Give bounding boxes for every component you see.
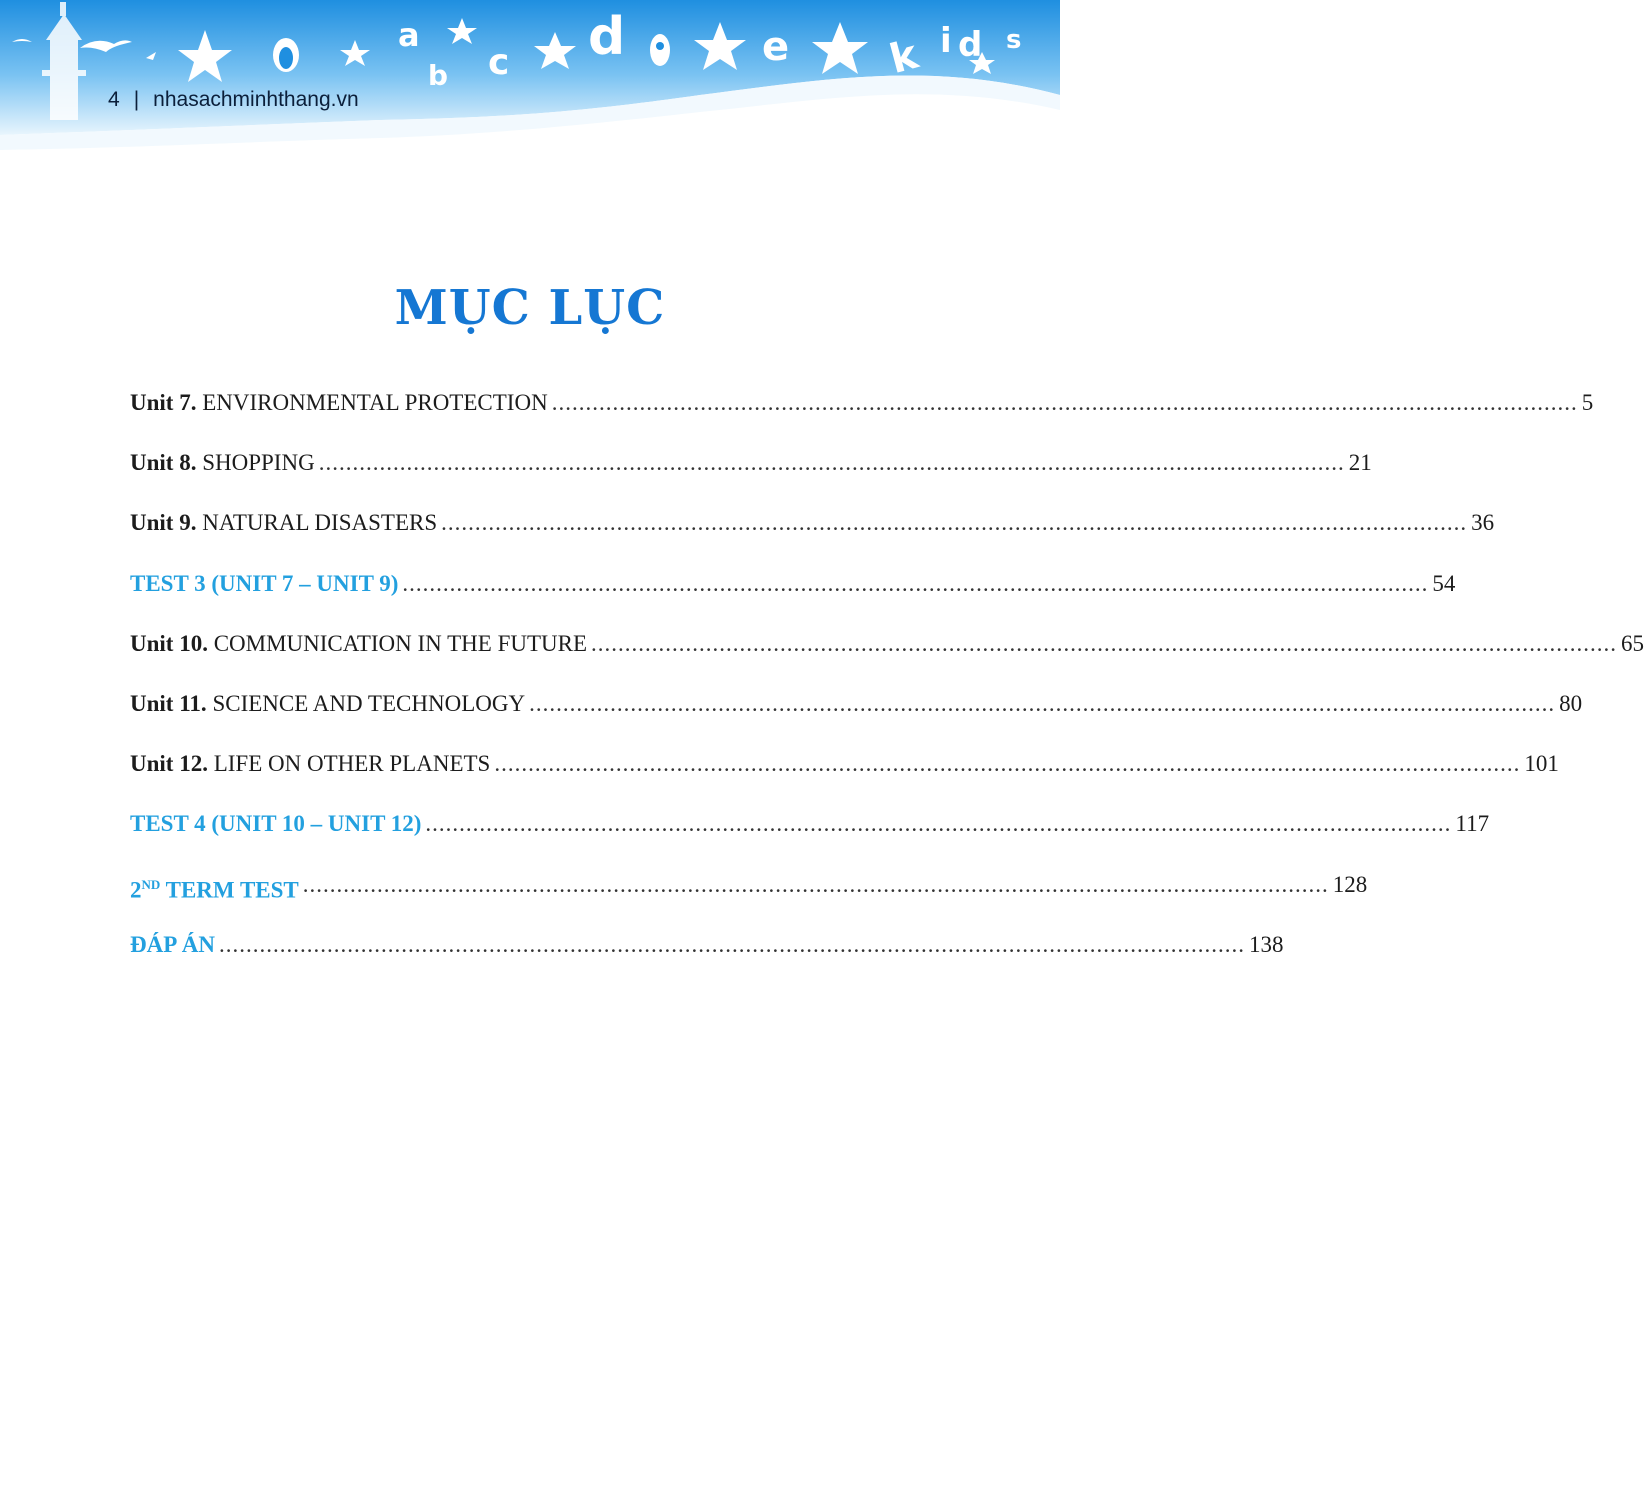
toc-unit-title: LIFE ON OTHER PLANETS <box>213 751 491 777</box>
toc-unit-number: Unit 12. <box>130 751 208 777</box>
toc-page-number: 80 <box>1559 690 1583 716</box>
website-link[interactable]: nhasachminhthang.vn <box>153 88 359 111</box>
toc-entry-test-3[interactable] <box>130 566 1456 626</box>
header-separator: | <box>133 88 140 111</box>
penguin-icon <box>273 38 299 72</box>
toc-term-suffix: ND <box>141 876 161 892</box>
toc-unit-title: COMMUNICATION IN THE FUTURE <box>213 630 588 656</box>
dot-leader: ........................................................................................................................................................ <box>494 751 1521 777</box>
toc-entry-test-4[interactable] <box>130 806 1490 866</box>
toc-page-number: 54 <box>1432 570 1456 596</box>
toc-entry-unit-7[interactable] <box>130 385 1594 445</box>
dot-leader: ........................................................................................................................................................ <box>591 630 1618 656</box>
page-title: MỤC LỤC <box>394 280 666 336</box>
toc-page-number: 138 <box>1248 931 1284 957</box>
toc-unit-number: Unit 9. <box>130 510 197 536</box>
dot-leader: ........................................................................................................................................................ <box>402 570 1429 596</box>
letter-a: a <box>398 16 420 54</box>
letter-k: k <box>885 31 923 84</box>
toc-page-number: 101 <box>1524 751 1559 777</box>
toc-entry-unit-10[interactable] <box>130 626 1644 686</box>
toc-unit-number: Unit 8. <box>130 450 197 476</box>
dot-leader: ........................................................................................................................................................ <box>551 390 1578 415</box>
toc-page-number: 65 <box>1621 630 1644 656</box>
toc-page-number: 36 <box>1471 510 1495 536</box>
letter-d: d <box>588 7 626 67</box>
toc-entry-unit-9[interactable] <box>130 505 1495 565</box>
rocket-icon <box>650 34 670 66</box>
toc-unit-title: SCIENCE AND TECHNOLOGY <box>212 690 526 716</box>
toc-term-number: 2 <box>130 877 142 903</box>
letter-b: q <box>427 63 448 96</box>
letter-s: s <box>1006 25 1022 55</box>
toc-page-number: 5 <box>1581 390 1594 415</box>
page-header <box>108 88 359 112</box>
toc-unit-title: ENVIRONMENTAL PROTECTION <box>202 390 548 415</box>
toc-entry-unit-11[interactable] <box>130 686 1583 746</box>
page-number: 4 <box>108 88 120 111</box>
toc-answers-title: ĐÁP ÁN <box>130 931 215 957</box>
toc-page-number: 117 <box>1455 811 1490 837</box>
dot-leader: ........................................................................................................................................................ <box>302 871 1329 897</box>
letter-e: e <box>762 24 790 70</box>
toc-entry-unit-12[interactable] <box>130 746 1559 806</box>
letter-c: c <box>488 42 510 83</box>
toc-entry-unit-8[interactable] <box>130 445 1372 505</box>
toc-entry-2nd-term-test[interactable] <box>130 867 1368 927</box>
dot-leader: ........................................................................................................................................................ <box>441 510 1468 536</box>
toc-unit-title: NATURAL DISASTERS <box>202 510 438 536</box>
toc-term-title: TERM TEST <box>165 877 299 903</box>
dot-leader: ........................................................................................................................................................ <box>529 690 1556 716</box>
toc-test-title: TEST 3 (UNIT 7 – UNIT 9) <box>130 570 399 596</box>
toc-unit-number: Unit 10. <box>130 630 208 656</box>
toc-page-number: 128 <box>1332 871 1368 897</box>
dot-leader: ........................................................................................................................................................ <box>218 931 1245 957</box>
letter-i: i <box>940 21 952 61</box>
toc-unit-title: SHOPPING <box>202 450 315 476</box>
toc-unit-number: Unit 7. <box>130 390 197 415</box>
header-banner <box>0 0 1060 160</box>
letter-d2: d <box>958 25 983 65</box>
toc-page-number: 21 <box>1348 450 1372 476</box>
toc-unit-number: Unit 11. <box>130 690 207 716</box>
toc-entry-answers[interactable] <box>130 927 1284 987</box>
table-of-contents <box>130 385 1644 987</box>
toc-test-title: TEST 4 (UNIT 10 – UNIT 12) <box>130 811 422 837</box>
dot-leader: ........................................................................................................................................................ <box>425 811 1452 837</box>
dot-leader: ........................................................................................................................................................ <box>318 450 1345 476</box>
